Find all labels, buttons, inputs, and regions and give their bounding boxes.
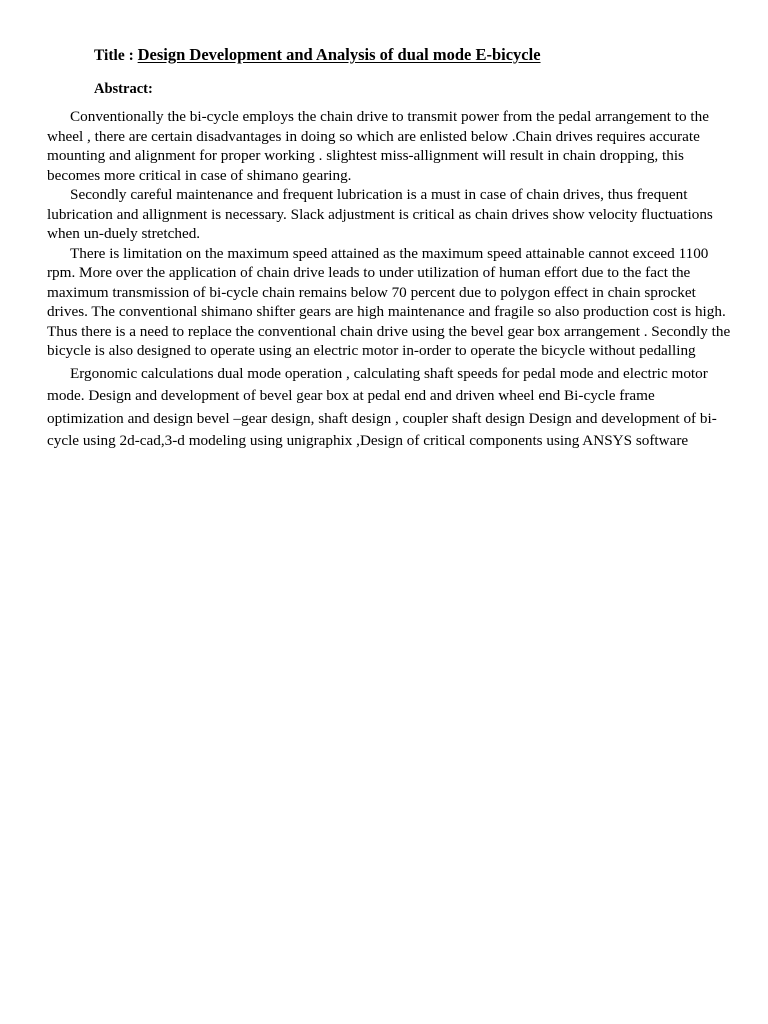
abstract-paragraph-4: Ergonomic calculations dual mode operation , calculating shaft speeds for pedal mode and electric motor mode. Design and development of bevel gear box at pedal end and driven wheel end Bi-cycle frame optimization and design bevel –gear design, shaft design , coupler shaft design Design and development of bi-cycle using 2d-cad,3-d modeling using unigraphix ,Design of critical components using ANSYS software	[47, 364, 717, 449]
title-label: Title :	[94, 47, 134, 64]
abstract-paragraph-2: Secondly careful maintenance and frequent lubrication is a must in case of chain drives, thus frequent lubrication and allignment is necessary. Slack adjustment is critical as chain drives show velocity fluctuations when un-duely stretched.	[47, 186, 713, 242]
abstract-paragraph-1: Conventionally the bi-cycle employs the chain drive to transmit power from the pedal arrangement to the wheel , there are certain disadvantages in doing so which are enlisted below .Chain drives requires accurate mounting and alignment for proper working . slightest miss-allignment will result in chain dropping, this becomes more critical in case of shimano gearing.	[47, 108, 709, 184]
abstract-heading: Abstract:	[94, 81, 153, 97]
title-line	[94, 44, 728, 67]
document-title: Design Development and Analysis of dual mode E-bicycle	[137, 45, 541, 64]
abstract-paragraph-3: There is limitation on the maximum speed attained as the maximum speed attainable cannot exceed 1100 rpm. More over the application of chain drive leads to under utilization of human effort due to the fact the maximum transmission of bi-cycle chain remains below 70 percent due to polygon effect in chain sprocket drives. The conventional shimano shifter gears are high maintenance and fragile so also production cost is high. Thus there is a need to replace the conventional chain drive using the bevel gear box arrangement . Secondly the bicycle is also designed to operate using an electric motor in-order to operate the bicycle without pedalling	[47, 244, 731, 359]
abstract-body	[47, 107, 731, 453]
